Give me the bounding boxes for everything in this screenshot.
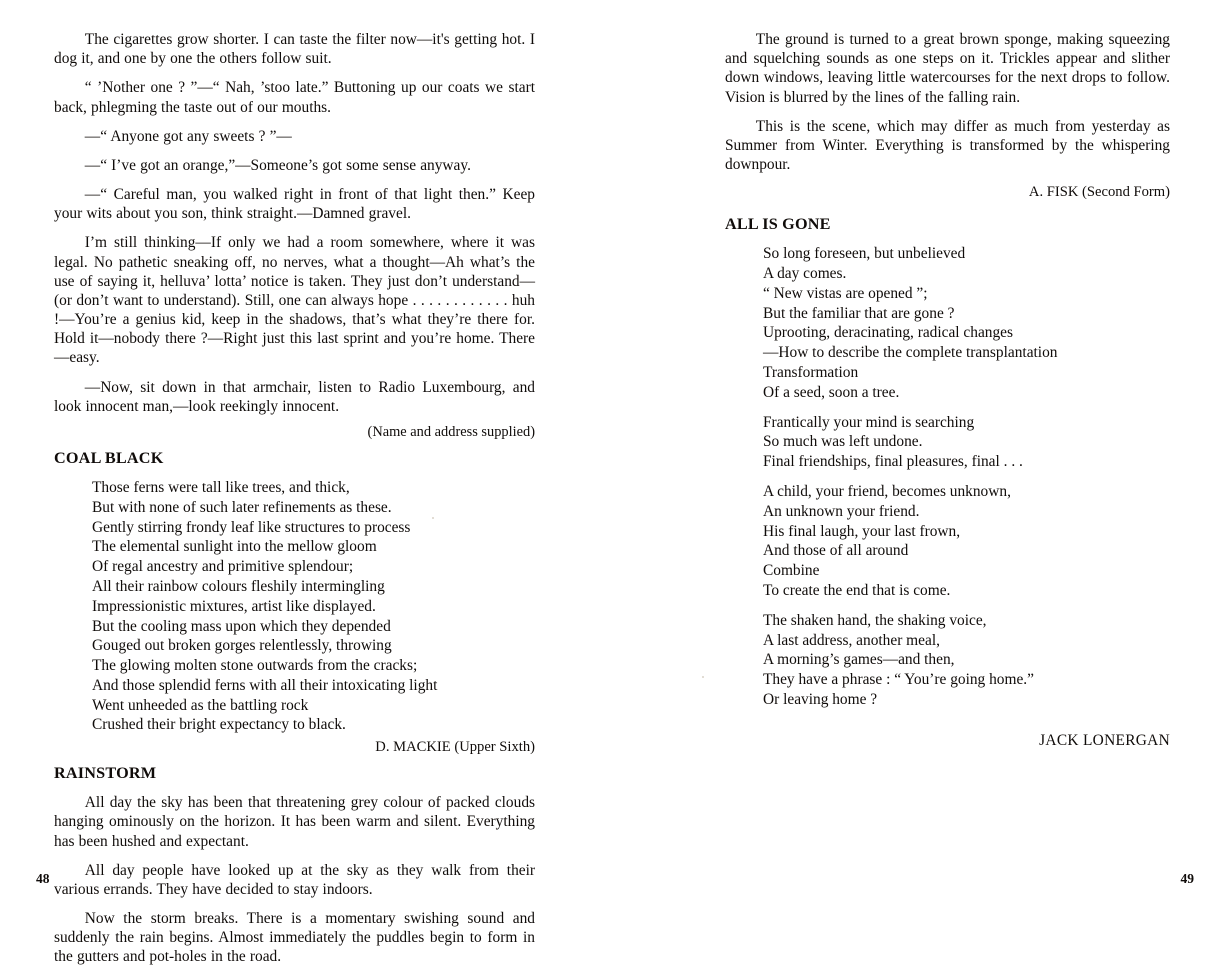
poem-line: Of a seed, soon a tree. [763, 383, 900, 401]
poem-line: His final laugh, your last frown, [763, 522, 961, 540]
poem-line: To create the end that is come. [763, 581, 951, 599]
poem-line: But the cooling mass upon which they depended [92, 617, 391, 635]
paragraph: The ground is turned to a great brown sponge, making squeezing and squelching sounds as one steps on it. Trickles appear and slither down windows, leaving little watercourses for the next drops to follow. Vision is blurred by the lines of the falling rain. [725, 31, 1170, 106]
poem-line: But with none of such later refinements as these. [92, 498, 392, 516]
poem-line: Uprooting, deracinating, radical changes [763, 324, 1014, 342]
poem-stanza [763, 611, 1170, 710]
paragraph: —Now, sit down in that armchair, listen to Radio Luxembourg, and look innocent man,—look reekingly innocent. [54, 378, 535, 415]
page-number-right: 49 [1180, 871, 1194, 886]
poem-line: They have a phrase : “ You’re going home.” [763, 671, 1034, 689]
paragraph: “ ’Nother one ? ”—“ Nah, ’stoo late.” Buttoning up our coats we start back, phlegming the taste out of our mouths. [54, 79, 535, 116]
paper-speck [432, 517, 434, 519]
poem-line: A last address, another meal, [763, 631, 940, 649]
poem-line: Transformation [763, 363, 859, 381]
paper-speck [702, 676, 704, 678]
poem-stanza [763, 413, 1170, 472]
poem-line: Of regal ancestry and primitive splendour; [92, 558, 354, 576]
poem-line: Combine [763, 562, 820, 580]
attribution: (Name and address supplied) [367, 423, 535, 440]
poem-line: So much was left undone. [763, 433, 923, 451]
poem-line: So long foreseen, but unbelieved [763, 245, 966, 263]
poem-line: And those of all around [763, 542, 909, 560]
poem-line: Went unheeded as the battling rock [92, 696, 309, 714]
poem-line: —How to describe the complete transplantation [763, 344, 1058, 362]
poem-line: All their rainbow colours fleshily intermingling [92, 577, 385, 595]
poem-line: Gently stirring frondy leaf like structures to process [92, 518, 411, 536]
right-page [615, 0, 1230, 909]
poem-stanza [763, 244, 1170, 402]
poem-title-all-is-gone: ALL IS GONE [725, 215, 831, 234]
poem-line: But the familiar that are gone ? [763, 304, 955, 322]
poem-line: A day comes. [763, 265, 847, 282]
section-title-rainstorm: RAINSTORM [54, 764, 157, 783]
paragraph: —“ Anyone got any sweets ? ”— [84, 127, 292, 145]
poem-line: Gouged out broken gorges relentlessly, throwing [92, 637, 392, 655]
paragraph: This is the scene, which may differ as much from yesterday as Summer from Winter. Everything is transformed by the whispering downpour. [725, 117, 1170, 174]
paragraph: Now the storm breaks. There is a momentary swishing sound and suddenly the rain begins. Almost immediately the puddles begin to form in the gutters and pot-holes in the road. [54, 910, 535, 966]
poem-all-is-gone [763, 244, 1170, 710]
poem-line: Or leaving home ? [763, 690, 878, 708]
poem-title-coal-black: COAL BLACK [54, 448, 164, 467]
attribution: A. FISK (Second Form) [1028, 184, 1170, 201]
paragraph: All day people have looked up at the sky as they walk from their various errands. They have decided to stay indoors. [54, 861, 535, 898]
page-number-left: 48 [36, 871, 50, 886]
paragraph: The cigarettes grow shorter. I can taste the filter now—it's getting hot. I dog it, and one by one the others follow suit. [54, 31, 535, 68]
poem-stanza [763, 482, 1170, 601]
poem-line: A child, your friend, becomes unknown, [763, 482, 1011, 500]
paragraph: —“ Careful man, you walked right in front of that light then.” Keep your wits about you son, think straight.—Damned gravel. [54, 186, 535, 223]
poem-line: Final friendships, final pleasures, final . . . [763, 453, 1023, 471]
paragraph: All day the sky has been that threatening grey colour of packed clouds hanging ominously on the horizon. It has been warm and silent. Everything has been hushed and expectant. [54, 794, 535, 850]
left-page [0, 0, 615, 966]
poem-coal-black [92, 478, 535, 735]
attribution: D. MACKIE (Upper Sixth) [375, 739, 535, 756]
paragraph: —“ I’ve got an orange,”—Someone’s got some sense anyway. [84, 156, 471, 174]
poem-line: Those ferns were tall like trees, and thick, [92, 478, 350, 496]
poem-line: An unknown your friend. [763, 502, 920, 520]
poem-line: The elemental sunlight into the mellow gloom [92, 538, 377, 556]
poem-line: The shaken hand, the shaking voice, [763, 611, 987, 629]
paragraph: I’m still thinking—If only we had a room somewhere, where it was legal. No pathetic sneaking off, no nerves, what a thought—Ah what’s the use of saying it, helluva’ lotta’ notice is taken. They just don’t understand—(or don’t want to understand). Still, one can always hope . . . . . . . . . . . . huh !—You’re a genius kid, keep in the shadows, that’s what they’re there for. Hold it—nobody there ?—Right just this last sprint and you’re home. There—easy. [54, 234, 535, 367]
attribution: JACK LONERGAN [1039, 731, 1170, 749]
poem-line: Frantically your mind is searching [763, 413, 975, 431]
poem-line: Crushed their bright expectancy to black. [92, 716, 346, 734]
poem-line: Impressionistic mixtures, artist like displayed. [92, 597, 376, 615]
poem-line: “ New vistas are opened ”; [763, 284, 928, 302]
poem-line: A morning’s games—and then, [763, 651, 955, 669]
poem-line: The glowing molten stone outwards from the cracks; [92, 657, 418, 675]
poem-line: And those splendid ferns with all their intoxicating light [92, 676, 438, 694]
